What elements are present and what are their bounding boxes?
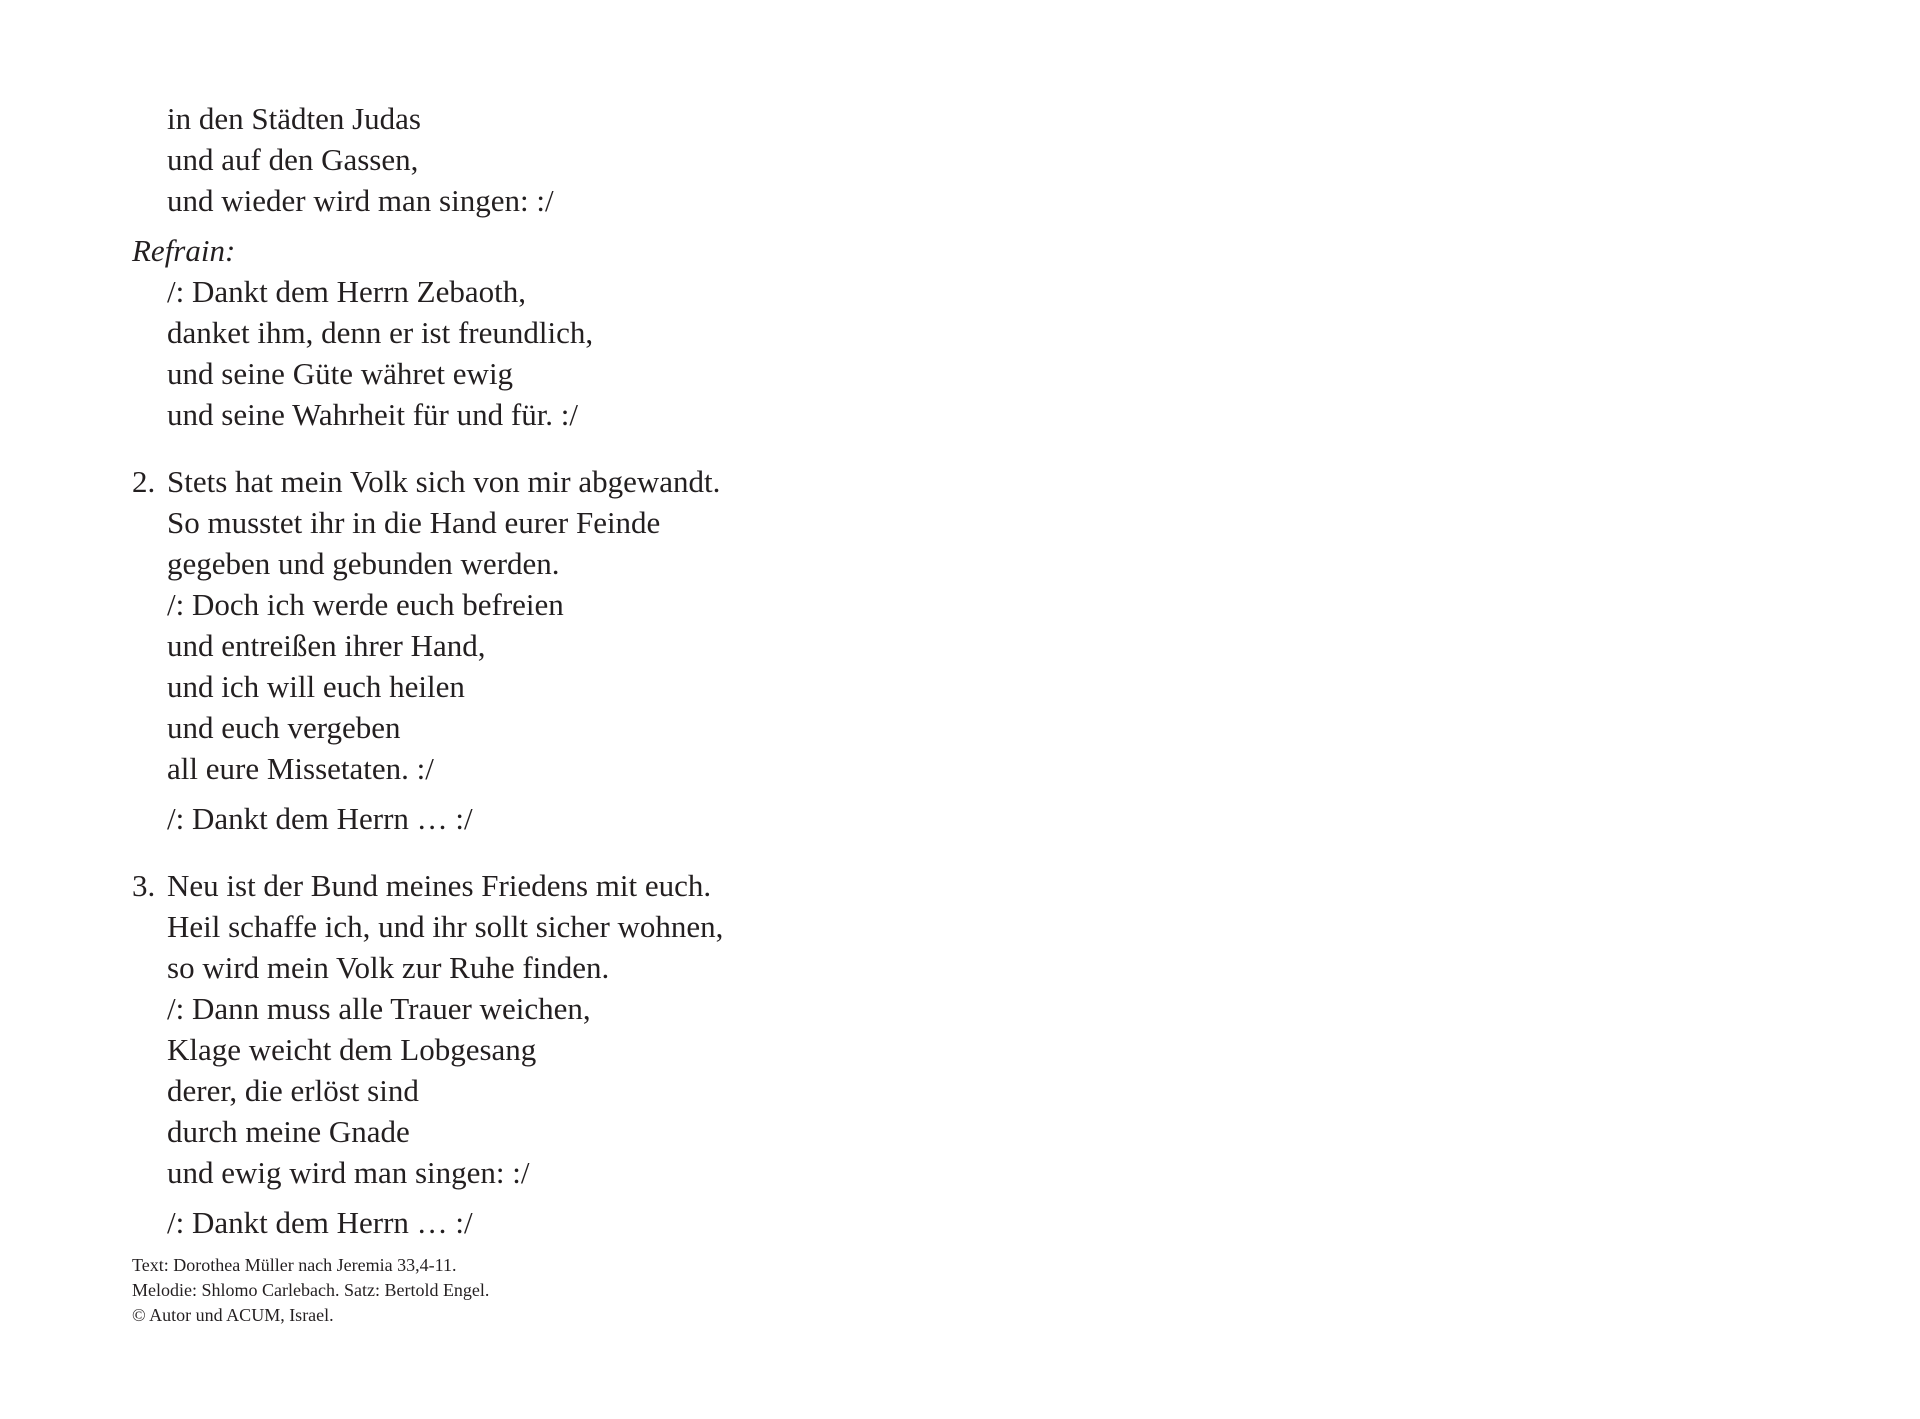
lyric-line: So musstet ihr in die Hand eurer Feinde <box>167 505 661 540</box>
credits <box>132 1253 489 1328</box>
melody-credit: Melodie: Shlomo Carlebach. Satz: Bertold Engel. <box>132 1280 490 1300</box>
refrain-line: und seine Güte währet ewig <box>167 356 514 391</box>
lyric-line: Klage weicht dem Lobgesang <box>167 1032 537 1067</box>
refrain-echo: /: Dankt dem Herrn … :/ <box>167 1205 473 1240</box>
lyric-line: und wieder wird man singen: :/ <box>167 183 554 218</box>
lyric-line: derer, die erlöst sind <box>167 1073 419 1108</box>
copyright-notice: © Autor und ACUM, Israel. <box>132 1305 334 1325</box>
refrain-label: Refrain: <box>132 233 236 268</box>
verse-number: 3. <box>132 868 156 903</box>
lyric-line: /: Dann muss alle Trauer weichen, <box>167 991 591 1026</box>
lyric-line: Stets hat mein Volk sich von mir abgewandt. <box>167 464 721 499</box>
verse-3 <box>132 865 892 1243</box>
lyric-line: all eure Missetaten. :/ <box>167 751 434 786</box>
lyric-line: durch meine Gnade <box>167 1114 410 1149</box>
lyric-line: Heil schaffe ich, und ihr sollt sicher wohnen, <box>167 909 724 944</box>
refrain-line: /: Dankt dem Herrn Zebaoth, <box>167 274 526 309</box>
lyric-line: und ich will euch heilen <box>167 669 465 704</box>
lyric-line: Neu ist der Bund meines Friedens mit euch. <box>167 868 712 903</box>
refrain-line: danket ihm, denn er ist freundlich, <box>167 315 594 350</box>
text-credit: Text: Dorothea Müller nach Jeremia 33,4-11. <box>132 1255 457 1275</box>
lyric-line: und ewig wird man singen: :/ <box>167 1155 530 1190</box>
lyric-line: und entreißen ihrer Hand, <box>167 628 486 663</box>
verse-2 <box>132 461 892 839</box>
refrain-block <box>132 230 892 435</box>
refrain-echo: /: Dankt dem Herrn … :/ <box>167 801 473 836</box>
lyric-line: und auf den Gassen, <box>167 142 419 177</box>
lyric-line: und euch vergeben <box>167 710 401 745</box>
lyric-line: /: Doch ich werde euch befreien <box>167 587 564 622</box>
lyric-line: so wird mein Volk zur Ruhe finden. <box>167 950 610 985</box>
verse-number: 2. <box>132 464 156 499</box>
song-text <box>132 98 892 1243</box>
lyric-line: in den Städten Judas <box>167 101 421 136</box>
lyric-line: gegeben und gebunden werden. <box>167 546 560 581</box>
refrain-line: und seine Wahrheit für und für. :/ <box>167 397 579 432</box>
stanza-continuation <box>132 98 892 221</box>
